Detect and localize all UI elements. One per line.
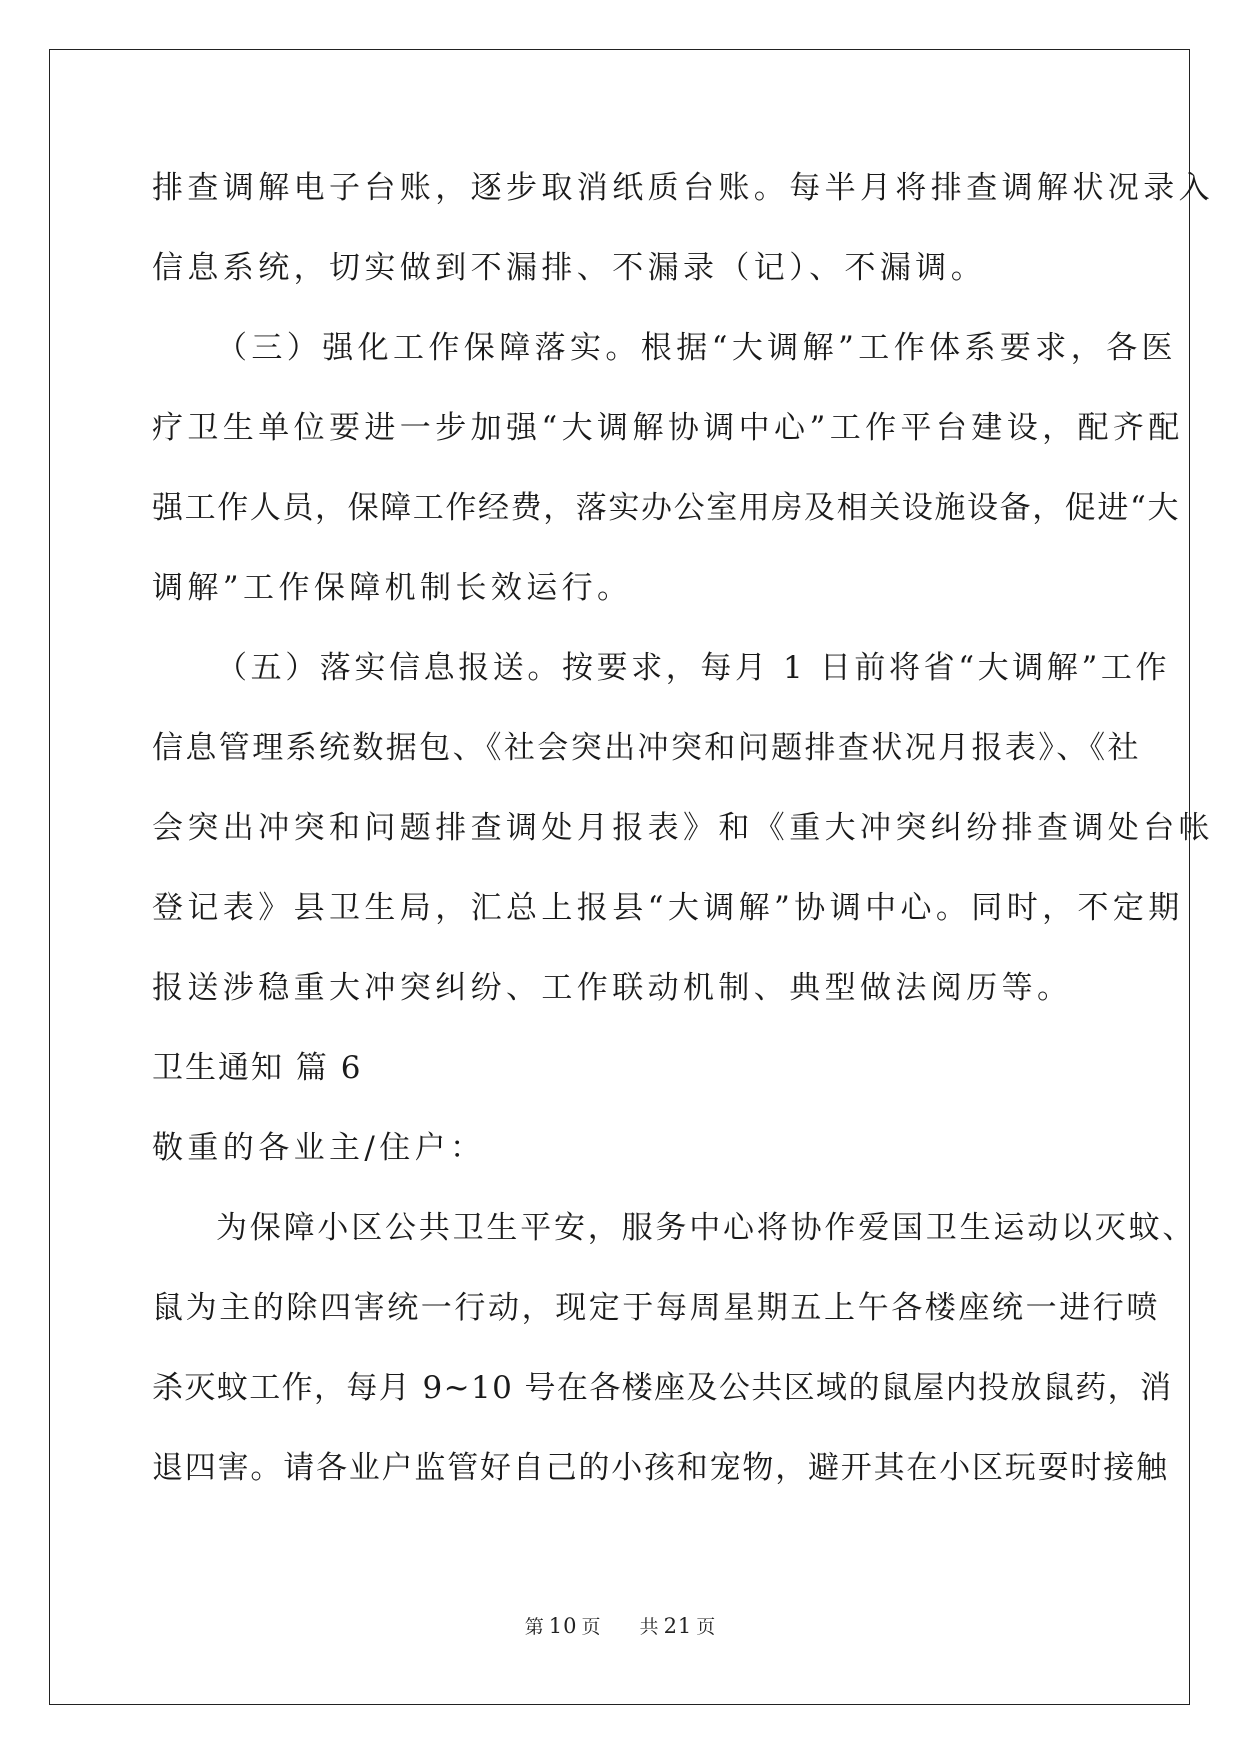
- text-line: 鼠为主的除四害统一行动，现定于每周星期五上午各楼座统一进行喷: [152, 1290, 1160, 1326]
- paragraph-start-line: （三）强化工作保障落实。根据“大调解”工作体系要求，各医: [216, 330, 1177, 366]
- text-line: 会突出冲突和问题排查调处月报表》和《重大冲突纠纷排查调处台帐: [152, 810, 1214, 846]
- text-line: 报送涉稳重大冲突纠纷、工作联动机制、典型做法阅历等。: [152, 970, 1073, 1006]
- footer-total-suffix: 页: [696, 1616, 717, 1638]
- footer-current-page: 10: [548, 1614, 578, 1638]
- text-line: 强工作人员，保障工作经费，落实办公室用房及相关设施设备，促进“大: [152, 490, 1181, 526]
- document-body: [152, 158, 1214, 1518]
- section-heading: 卫生通知 篇 6: [152, 1050, 363, 1086]
- paragraph-start-line: （五）落实信息报送。按要求，每月 1 日前将省“大调解”工作: [216, 650, 1171, 686]
- salutation-line: 敬重的各业主/住户：: [152, 1130, 486, 1166]
- paragraph-start-line: 为保障小区公共卫生平安，服务中心将协作爱国卫生运动以灭蚊、: [216, 1210, 1197, 1246]
- text-line: 杀灭蚊工作，每月 9~10 号在各楼座及公共区域的鼠屋内投放鼠药，消: [152, 1370, 1173, 1406]
- text-line: 疗卫生单位要进一步加强“大调解协调中心”工作平台建设，配齐配: [152, 410, 1184, 446]
- text-line: 排查调解电子台账，逐步取消纸质台账。每半月将排查调解状况录入: [152, 170, 1214, 206]
- text-line: 信息管理系统数据包、《社会突出冲突和问题排查状况月报表》、《社: [152, 730, 1141, 766]
- text-line: 信息系统，切实做到不漏排、不漏录（记）、不漏调。: [152, 250, 987, 286]
- footer-total-prefix: 共: [639, 1616, 660, 1638]
- footer-page-prefix: 第: [524, 1616, 545, 1638]
- text-line: 登记表》县卫生局，汇总上报县“大调解”协调中心。同时，不定期: [152, 890, 1184, 926]
- text-line: 调解”工作保障机制长效运行。: [152, 570, 633, 606]
- footer-total-pages: 21: [663, 1614, 693, 1638]
- text-line: 退四害。请各业户监管好自己的小孩和宠物，避开其在小区玩耍时接触: [152, 1450, 1169, 1486]
- page-footer: [0, 1612, 1241, 1639]
- footer-page-suffix: 页: [581, 1616, 602, 1638]
